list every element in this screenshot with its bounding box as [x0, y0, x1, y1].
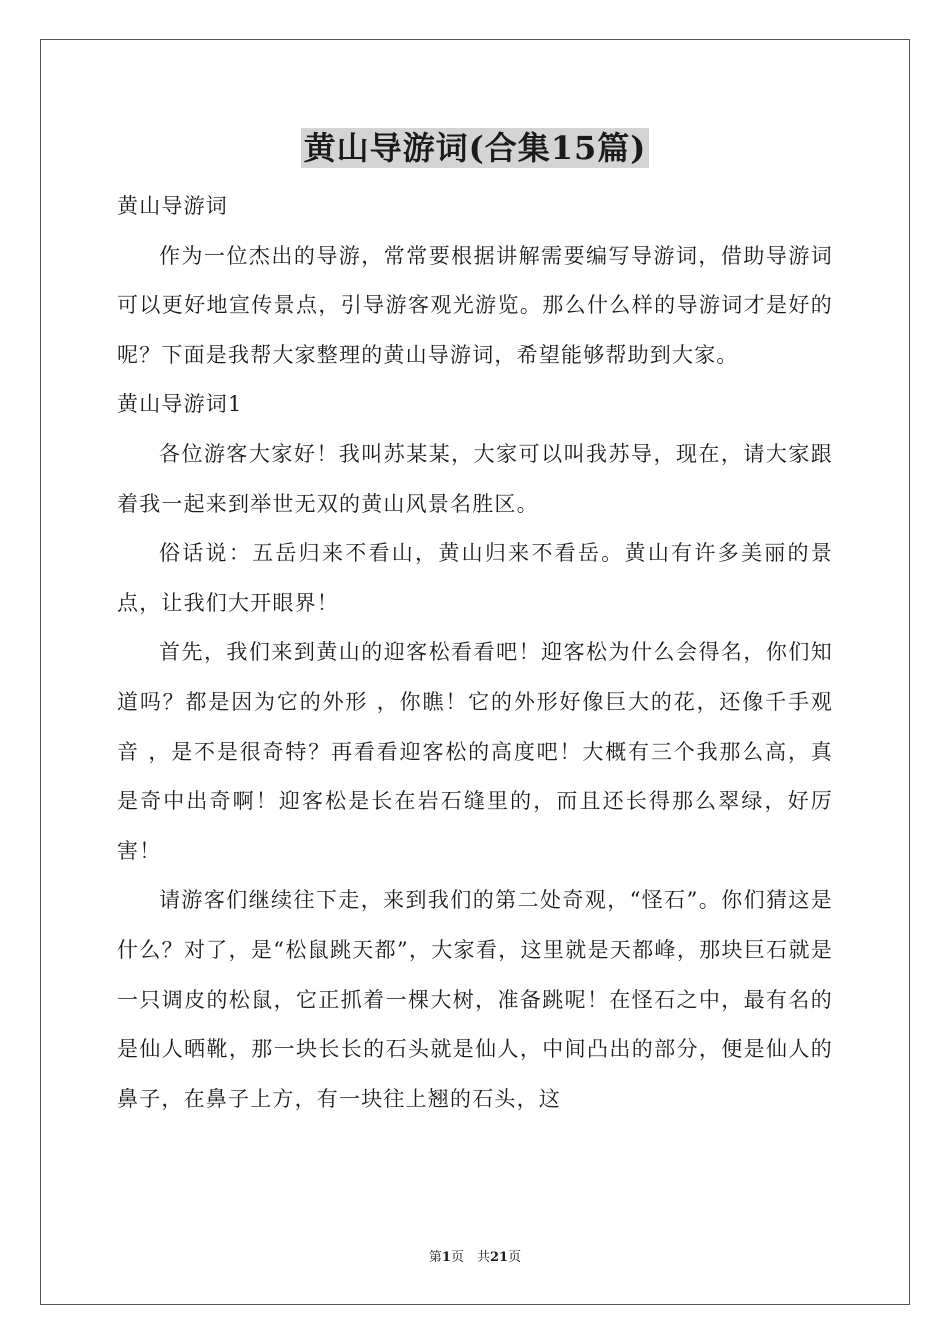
document-body [117, 128, 833, 1124]
page-number-total: 21 [489, 1250, 509, 1265]
paragraph: 首先，我们来到黄山的迎客松看看吧！迎客松为什么会得名，你们知道吗？都是因为它的外形 ，你瞧！它的外形好像巨大的花，还像千手观音 ，是不是很奇特？再看看迎客松的高度吧！大概有三个我那么高，真是奇中出奇啊！迎客松是长在岩石缝里的，而且还长得那么翠绿，好厉害！ [117, 640, 833, 863]
paragraph: 俗话说：五岳归来不看山，黄山归来不看岳。黄山有许多美丽的景点，让我们大开眼界！ [117, 541, 833, 615]
page-number-suffix: 页 [508, 1250, 522, 1265]
paragraph: 作为一位杰出的导游，常常要根据讲解需要编写导游词，借助导游词可以更好地宣传景点，引导游客观光游览。那么什么样的导游词才是好的呢？下面是我帮大家整理的黄山导游词，希望能够帮助到大家。 [117, 243, 833, 367]
section-heading: 黄山导游词 [117, 194, 228, 218]
section-heading: 黄山导游词1 [117, 392, 243, 417]
title-wrap [117, 128, 833, 172]
document-title: 黄山导游词(合集15篇) [301, 128, 650, 168]
page-number-prefix: 第 [428, 1250, 442, 1265]
page-footer [0, 1246, 950, 1265]
page-number-current: 1 [441, 1250, 451, 1265]
paragraph: 各位游客大家好！我叫苏某某，大家可以叫我苏导，现在，请大家跟着我一起来到举世无双的黄山风景名胜区。 [117, 441, 833, 516]
paragraph: 请游客们继续往下走，来到我们的第二处奇观，“怪石”。你们猜这是什么？对了，是“松鼠跳天都”，大家看，这里就是天都峰，那块巨石就是一只调皮的松鼠，它正抓着一棵大树，准备跳呢！在怪石之中，最有名的是仙人晒靴，那一块长长的石头就是仙人，中间凸出的部分，便是仙人的鼻子，在鼻子上方，有一块往上翘的石头，这 [117, 888, 833, 1111]
page-number-mid: 页 共 [450, 1250, 490, 1265]
